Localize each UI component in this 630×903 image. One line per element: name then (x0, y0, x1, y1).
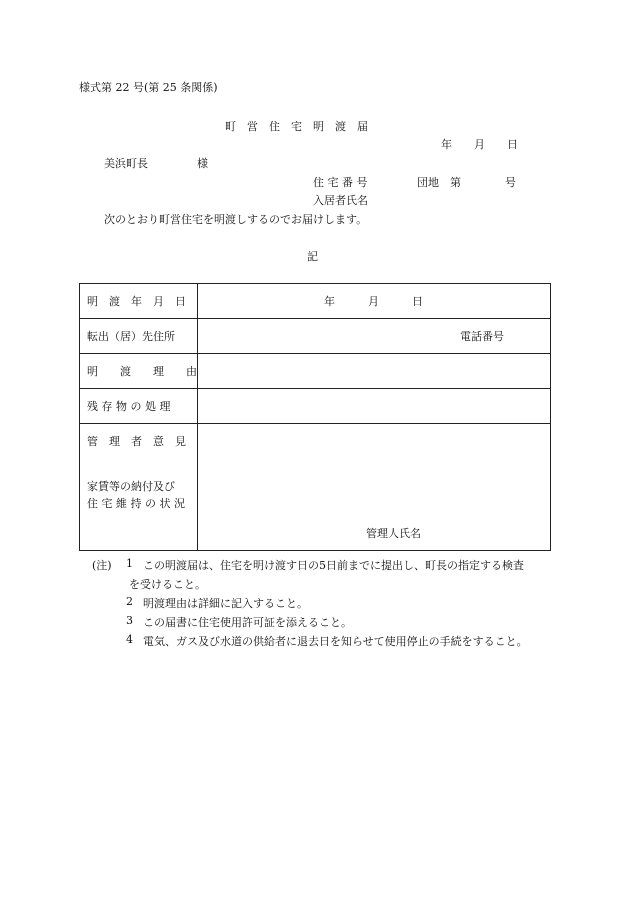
note-text: 明渡理由は詳細に記入すること。 (143, 597, 308, 610)
table-row (80, 424, 551, 551)
note-number: 1 (126, 557, 133, 570)
phone-number-label: 電話番号 (460, 330, 504, 343)
note-text: この届書に住宅使用許可証を添えること。 (143, 616, 352, 629)
statement: 次のとおり町営住宅を明渡しするのでお届けします。 (104, 213, 368, 226)
note-text: を受けること。 (129, 578, 206, 591)
addressee: 美浜町長 (104, 157, 148, 170)
form-table (79, 283, 551, 551)
row-value-remaining-items[interactable] (198, 389, 551, 424)
housing-number-value: 団地 第 号 (417, 176, 516, 189)
rent-payment-label-line1: 家賃等の納付及び (87, 480, 175, 493)
resident-name-label: 入居者氏名 (313, 194, 368, 207)
row-label-manager-opinion (80, 424, 198, 551)
manager-name-label: 管理人氏名 (366, 527, 421, 540)
table-row (80, 319, 551, 354)
note-number: 4 (126, 633, 133, 646)
housing-number-label: 住 宅 番 号 (313, 176, 368, 189)
date-line: 年 月 日 (441, 138, 518, 151)
move-out-date-placeholder: 年 月 日 (324, 295, 423, 308)
row-value-new-address[interactable] (198, 319, 551, 354)
addressee-suffix: 様 (197, 157, 208, 170)
row-label-move-out-date: 明 渡 年 月 日 (80, 284, 198, 319)
ki-label: 記 (307, 250, 318, 263)
notes-prefix: (注) (92, 559, 112, 572)
note-text: この明渡届は、住宅を明け渡す日の5日前までに提出し、町長の指定する検査 (143, 559, 524, 572)
row-label-new-address: 転出（居）先住所 (80, 319, 198, 354)
row-label-remaining-items: 残 存 物 の 処 理 (80, 389, 198, 424)
row-value-manager-opinion[interactable] (198, 424, 551, 551)
note-text: 電気、ガス及び水道の供給者に退去日を知らせて使用停止の手続をすること。 (143, 635, 528, 648)
table-row (80, 389, 551, 424)
row-value-move-out-date[interactable] (198, 284, 551, 319)
table-row (80, 354, 551, 389)
form-number: 様式第 22 号(第 25 条関係) (79, 81, 218, 94)
row-label-reason: 明 渡 理 由 (80, 354, 198, 389)
note-number: 2 (126, 595, 133, 608)
rent-payment-label-line2: 住 宅 維 持 の 状 況 (87, 497, 185, 510)
table-row (80, 284, 551, 319)
row-value-reason[interactable] (198, 354, 551, 389)
manager-opinion-label: 管 理 者 意 見 (87, 435, 186, 448)
form-title: 町 営 住 宅 明 渡 届 (225, 120, 368, 133)
note-number: 3 (126, 614, 133, 627)
